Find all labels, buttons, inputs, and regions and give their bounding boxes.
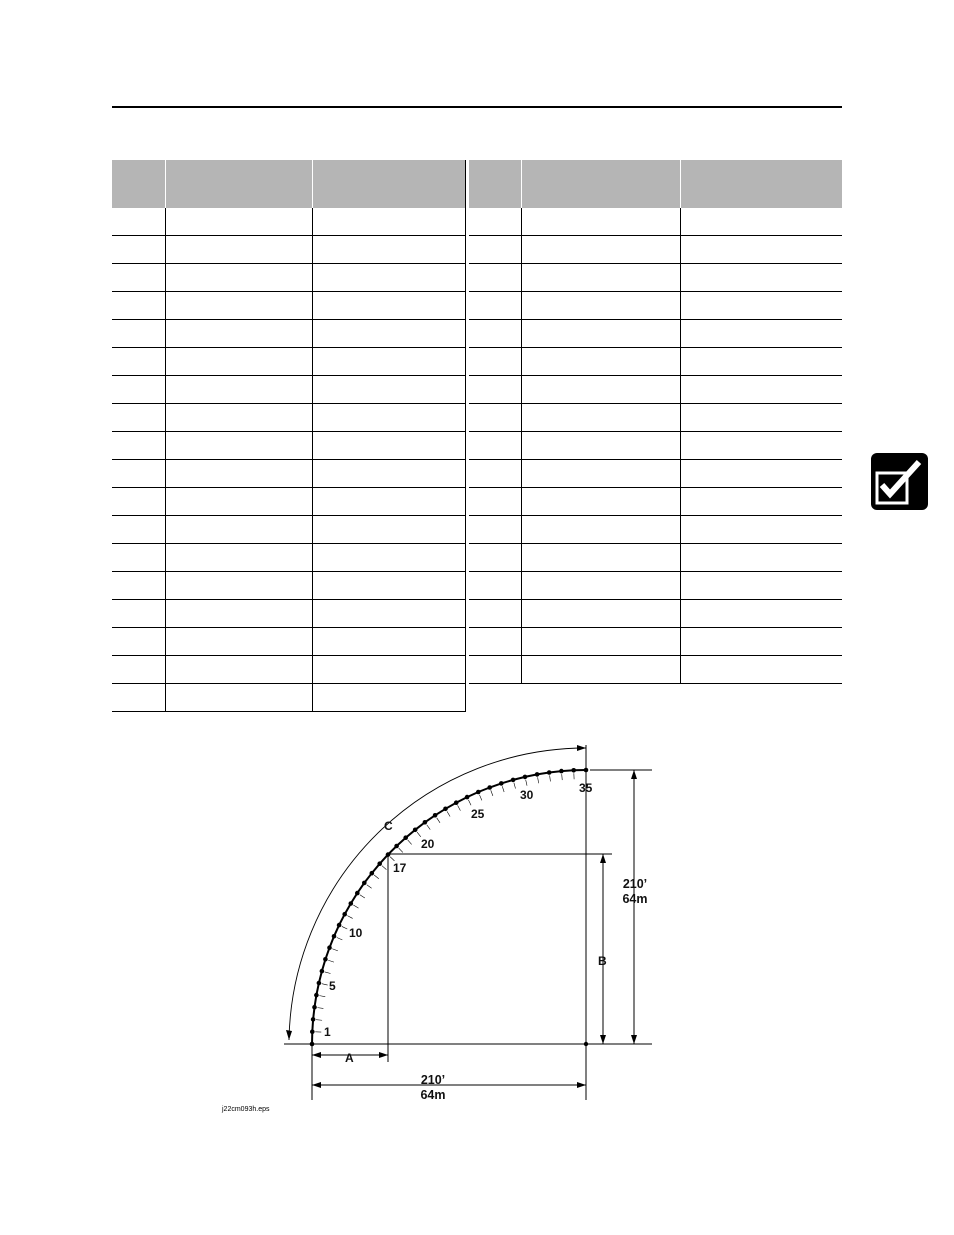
rod-tick xyxy=(342,926,347,929)
rod-tick xyxy=(360,895,365,898)
figure-filename: j22cm093h.eps xyxy=(222,1106,270,1113)
rod-point xyxy=(342,912,347,917)
rod-point xyxy=(377,861,382,866)
point-label-30: 30 xyxy=(520,788,534,802)
rod-point xyxy=(394,844,399,849)
rod-point xyxy=(443,807,448,812)
rod-point xyxy=(454,800,459,805)
rod-point xyxy=(465,795,470,800)
rod-point xyxy=(355,891,360,896)
rod-point xyxy=(433,813,438,818)
rod-tick xyxy=(526,780,527,786)
rod-tick xyxy=(502,786,504,792)
arrowhead xyxy=(577,745,586,751)
dimension-b-label: B xyxy=(598,954,607,968)
rod-point xyxy=(476,790,481,795)
rod-tick xyxy=(538,777,539,783)
arrowhead xyxy=(577,1082,586,1088)
point-label-25: 25 xyxy=(471,807,485,821)
arrowheads xyxy=(286,745,637,1088)
rod-tick xyxy=(447,811,450,816)
arrowhead xyxy=(631,770,637,779)
endpoint-marker xyxy=(584,1042,588,1046)
rod-tick xyxy=(427,825,431,830)
rod-point xyxy=(370,871,375,876)
rod-tick xyxy=(562,774,563,780)
dimension-a-label: A xyxy=(345,1051,354,1065)
rod-point xyxy=(362,881,367,886)
rod-tick xyxy=(468,800,471,805)
rod-point xyxy=(327,945,332,950)
rod-tick xyxy=(325,972,331,974)
rod-tick xyxy=(491,790,493,796)
point-label-35: 35 xyxy=(579,781,593,795)
dimension-c-arc xyxy=(289,748,586,1040)
rod-point xyxy=(571,768,576,773)
rod-point xyxy=(311,1017,316,1022)
rod-point xyxy=(523,775,528,780)
rod-tick xyxy=(337,937,343,939)
bore-path-line xyxy=(312,770,586,1044)
bore-path-arc xyxy=(310,768,589,1047)
dimension-c-label: C xyxy=(384,819,393,833)
rod-tick xyxy=(399,848,403,852)
rod-tick xyxy=(317,1008,323,1009)
rod-tick xyxy=(319,996,325,997)
arrowhead xyxy=(379,1052,388,1058)
rod-tick xyxy=(408,840,412,845)
rod-point xyxy=(547,770,552,775)
rod-point xyxy=(487,785,492,790)
rod-point xyxy=(317,981,322,986)
rod-point xyxy=(559,769,564,774)
arrowhead xyxy=(631,1035,637,1044)
rod-point xyxy=(323,957,328,962)
rod-point xyxy=(499,781,504,786)
arrowhead xyxy=(312,1052,321,1058)
height-label-ft: 210’ xyxy=(622,877,648,891)
rod-point xyxy=(511,778,516,783)
arrowhead xyxy=(600,1035,606,1044)
width-label-m: 64m xyxy=(420,1088,446,1102)
arrowhead xyxy=(600,854,606,863)
rod-point xyxy=(332,934,337,939)
rod-point xyxy=(423,820,428,825)
rod-tick xyxy=(382,866,387,870)
point-label-20: 20 xyxy=(421,837,435,851)
rod-point xyxy=(312,1005,317,1010)
rod-tick xyxy=(437,818,440,823)
point-labels xyxy=(324,781,593,1039)
rod-point xyxy=(403,835,408,840)
rod-tick xyxy=(322,984,328,985)
rod-tick xyxy=(332,949,338,951)
rod-tick xyxy=(374,875,379,879)
rod-point xyxy=(320,969,325,974)
rod-tick xyxy=(550,775,551,781)
arrowhead xyxy=(286,1030,292,1040)
arrowhead xyxy=(312,1082,321,1088)
width-label-ft: 210’ xyxy=(420,1073,446,1087)
rod-tick xyxy=(458,805,461,810)
rod-tick xyxy=(514,783,516,789)
rod-tick xyxy=(367,885,372,889)
rod-point xyxy=(413,828,418,833)
point-label-10: 10 xyxy=(349,926,363,940)
rod-tick xyxy=(328,960,334,962)
point-label-17: 17 xyxy=(393,861,407,875)
rod-point xyxy=(310,1029,315,1034)
rod-tick xyxy=(353,905,358,908)
rod-tick xyxy=(479,795,481,801)
rod-point xyxy=(337,923,342,928)
point-label-5: 5 xyxy=(329,979,336,993)
rod-tick xyxy=(316,1020,322,1021)
height-label-m: 64m xyxy=(622,892,648,906)
rod-point xyxy=(314,993,319,998)
point-label-1: 1 xyxy=(324,1025,331,1039)
rod-point xyxy=(535,772,540,777)
rod-point xyxy=(349,901,354,906)
rod-tick xyxy=(347,916,352,919)
